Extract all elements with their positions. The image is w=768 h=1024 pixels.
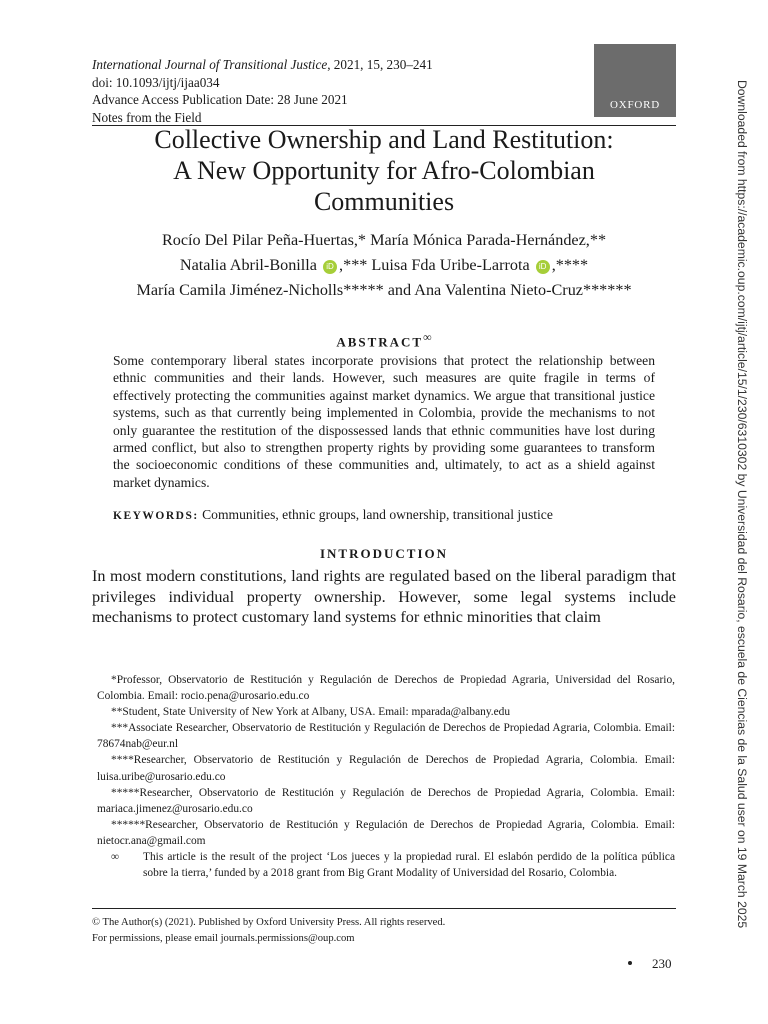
author-mark: ,****	[551, 256, 589, 274]
journal-header	[92, 56, 433, 126]
introduction-text: In most modern constitutions, land rights are regulated based on the liberal paradigm that privileges individual property ownership. However, some legal systems include mechanisms to protect customary land systems for ethnic minorities that claim	[92, 567, 676, 626]
title-line-3: Communities	[313, 187, 455, 216]
authors-line-3: María Camila Jiménez-Nicholls***** and Ana Valentina Nieto-Cruz******	[136, 281, 632, 299]
footnote: ***Associate Researcher, Observatorio de Restitución y Regulación de Derechos de Propiedad Agraria, Colombia. Email: 78674nab@eur.nl	[97, 722, 675, 751]
bullet-icon	[628, 961, 632, 965]
footnote: ******Researcher, Observatorio de Restitución y Regulación de Derechos de Propiedad Agraria, Colombia. Email: nietocr.ana@gmail.com	[97, 818, 675, 847]
author-list	[80, 228, 688, 303]
keywords-label: KEYWORDS:	[113, 510, 199, 522]
article-title	[92, 124, 676, 217]
page-number: 230	[652, 956, 672, 971]
footnote: **Student, State University of New York at Albany, USA. Email: mparada@albany.edu	[111, 706, 511, 719]
acknowledgement-text: This article is the result of the project ‘Los jueces y la propiedad rural. El eslabón perdido de la política pública sobre la tierra,’ funded by a 2018 grant from Big Grant Modality of Universidad del Rosario, Colombia.	[143, 851, 675, 880]
oxford-logo-text: OXFORD	[609, 99, 661, 111]
copyright-notice	[92, 915, 445, 946]
publication-date: Advance Access Publication Date: 28 June 2021	[92, 92, 348, 107]
author-luisa: Luisa Fda Uribe-Larrota	[371, 256, 530, 274]
download-notice: Downloaded from https://academic.oup.com/ijtj/article/15/1/230/6310302 by Universidad del Rosario, escuela de Ciencias de la Salud user on 19 March 2025	[735, 80, 749, 929]
article-section: Notes from the Field	[92, 109, 202, 125]
author-mark: ,***	[339, 256, 368, 274]
orcid-icon[interactable]: iD	[536, 260, 550, 274]
footnote: *Professor, Observatorio de Restitución y Regulación de Derechos de Propiedad Agraria, Universidad del Rosario, Colombia. Email: rocio.pena@urosario.edu.co	[97, 674, 675, 703]
title-line-2: A New Opportunity for Afro-Colombian	[173, 156, 595, 185]
orcid-icon[interactable]: iD	[323, 260, 337, 274]
footnotes	[97, 672, 675, 881]
keywords-list: Communities, ethnic groups, land ownership, transitional justice	[202, 507, 553, 522]
abstract-heading	[92, 330, 676, 350]
introduction-heading: INTRODUCTION	[319, 546, 448, 561]
page-footer	[628, 956, 672, 972]
authors-line-1: Rocío Del Pilar Peña-Huertas,* María Mónica Parada-Hernández,**	[161, 231, 607, 249]
journal-citation: , 2021, 15, 230–241	[327, 57, 433, 72]
copyright-line: © The Author(s) (2021). Published by Oxford University Press. All rights reserved.	[92, 917, 446, 928]
infinity-icon: ∞	[111, 851, 120, 864]
footnote: ****Researcher, Observatorio de Restitución y Regulación de Derechos de Propiedad Agraria, Colombia. Email: luisa.uribe@urosario.edu.co	[97, 754, 675, 783]
footer-rule	[92, 908, 676, 909]
footnote: *****Researcher, Observatorio de Restitución y Regulación de Derechos de Propiedad Agraria, Colombia. Email: mariaca.jimenez@urosario.edu.co	[97, 786, 675, 815]
authors-line-2	[80, 253, 688, 278]
keywords	[113, 506, 673, 525]
abstract-note-mark: ∞	[423, 330, 432, 344]
title-line-1: Collective Ownership and Land Restitution:	[154, 125, 614, 154]
author-natalia: Natalia Abril-Bonilla	[179, 256, 317, 274]
permissions-line: For permissions, please email journals.permissions@oup.com	[92, 932, 355, 944]
oxford-logo	[594, 44, 676, 117]
doi[interactable]: doi: 10.1093/ijtj/ijaa034	[92, 74, 220, 90]
acknowledgement-note	[97, 849, 675, 881]
abstract-heading-text: ABSTRACT	[336, 334, 424, 350]
abstract-text: Some contemporary liberal states incorporate provisions that protect the relationship between ethnic communities and their lands. However, such measures are quite fragile in terms of effectively protecting the communities against market dynamics. We argue that transitional justice systems, such as that currently being implemented in Colombia, provide the mechanisms to not only guarantee the restitution of the dispossessed lands that ethnic communities have lost during armed conflict, but also to strengthen property rights by providing some guarantees to transform the socioeconomic conditions of these communities and, ultimately, to act as a shield against market dynamics.	[113, 353, 655, 490]
journal-name: International Journal of Transitional Justice	[92, 57, 328, 72]
